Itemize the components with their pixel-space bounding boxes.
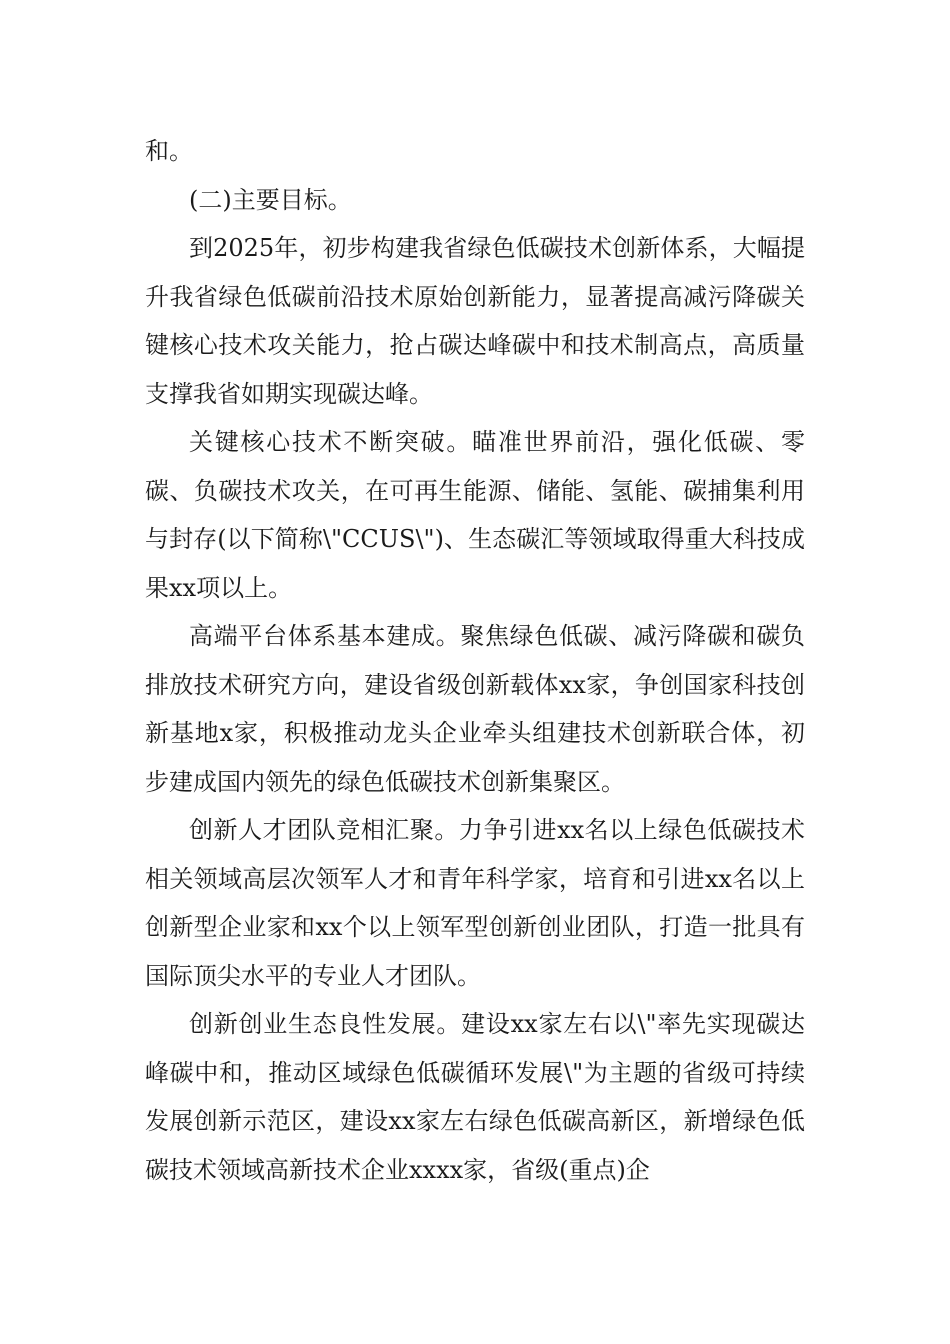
section-heading-main-goals: (二)主要目标。: [189, 185, 352, 214]
paragraph-2025-goal: 到2025年，初步构建我省绿色低碳技术创新体系，大幅提升我省绿色低碳前沿技术原始创新能力，显著提高减污降碳关键核心技术攻关能力，抢占碳达峰碳中和技术制高点，高质量支撑我省如期实现碳达峰。: [145, 234, 805, 408]
paragraph-continuation: 和。: [145, 137, 193, 165]
paragraph-innovation-ecosystem: 创新创业生态良性发展。建设xx家左右以\"率先实现碳达峰碳中和，推动区域绿色低碳循环发展\"为主题的省级可持续发展创新示范区，建设xx家左右绿色低碳高新区，新增绿色低碳技术领域高新技术企业xxxx家，省级(重点)企: [145, 1010, 805, 1184]
paragraph-key-technology: 关键核心技术不断突破。瞄准世界前沿，强化低碳、零碳、负碳技术攻关，在可再生能源、储能、氢能、碳捕集利用与封存(以下简称\"CCUS\")、生态碳汇等领域取得重大科技成果xx项以上。: [145, 428, 805, 602]
document-body: [145, 127, 805, 1194]
paragraph-talent-teams: 创新人才团队竞相汇聚。力争引进xx名以上绿色低碳技术相关领域高层次领军人才和青年科学家，培育和引进xx名以上创新型企业家和xx个以上领军型创新创业团队，打造一批具有国际顶尖水平的专业人才团队。: [145, 816, 805, 990]
paragraph-platform-system: 高端平台体系基本建成。聚焦绿色低碳、减污降碳和碳负排放技术研究方向，建设省级创新载体xx家，争创国家科技创新基地x家，积极推动龙头企业牵头组建技术创新联合体，初步建成国内领先的绿色低碳技术创新集聚区。: [145, 622, 805, 796]
